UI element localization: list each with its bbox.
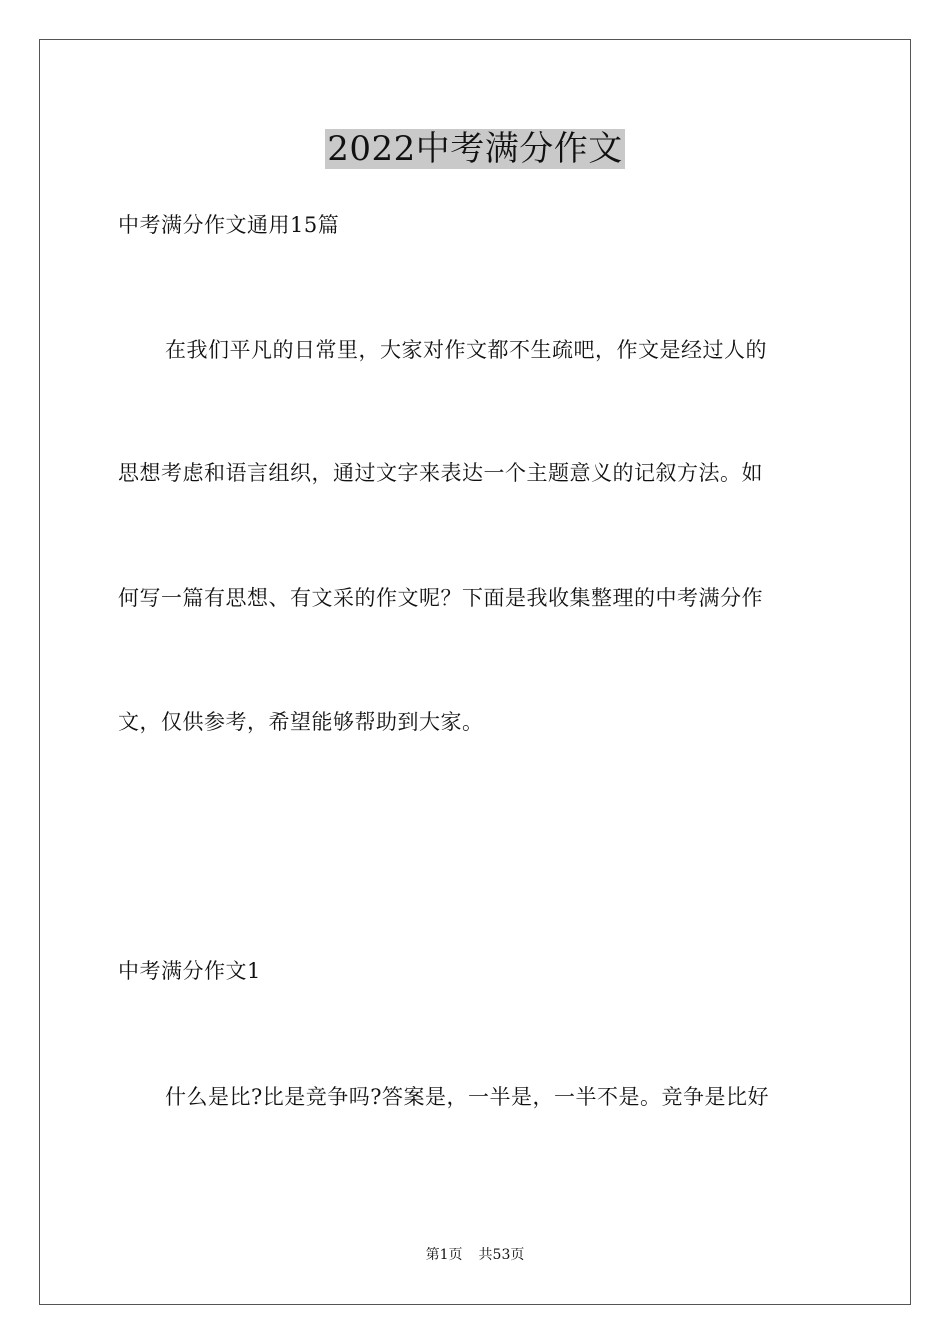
document-subtitle: 中考满分作文通用15篇 (118, 213, 340, 237)
intro-line-4: 文，仅供参考，希望能够帮助到大家。 (118, 710, 484, 734)
page-number: 第1页 (425, 1247, 463, 1263)
section-heading: 中考满分作文1 (118, 959, 261, 983)
document-title-text: 2022中考满分作文 (327, 129, 623, 169)
intro-line-3: 何写一篇有思想、有文采的作文呢？下面是我收集整理的中考满分作 (118, 586, 763, 610)
document-title (0, 128, 950, 170)
intro-line-1: 在我们平凡的日常里，大家对作文都不生疏吧，作文是经过人的 (165, 338, 767, 362)
intro-line-2: 思想考虑和语言组织，通过文字来表达一个主题意义的记叙方法。如 (118, 461, 763, 485)
section-paragraph-line-1: 什么是比?比是竞争吗?答案是，一半是，一半不是。竞争是比好 (165, 1085, 770, 1109)
total-pages: 共53页 (478, 1247, 525, 1263)
page-footer (0, 1246, 950, 1264)
